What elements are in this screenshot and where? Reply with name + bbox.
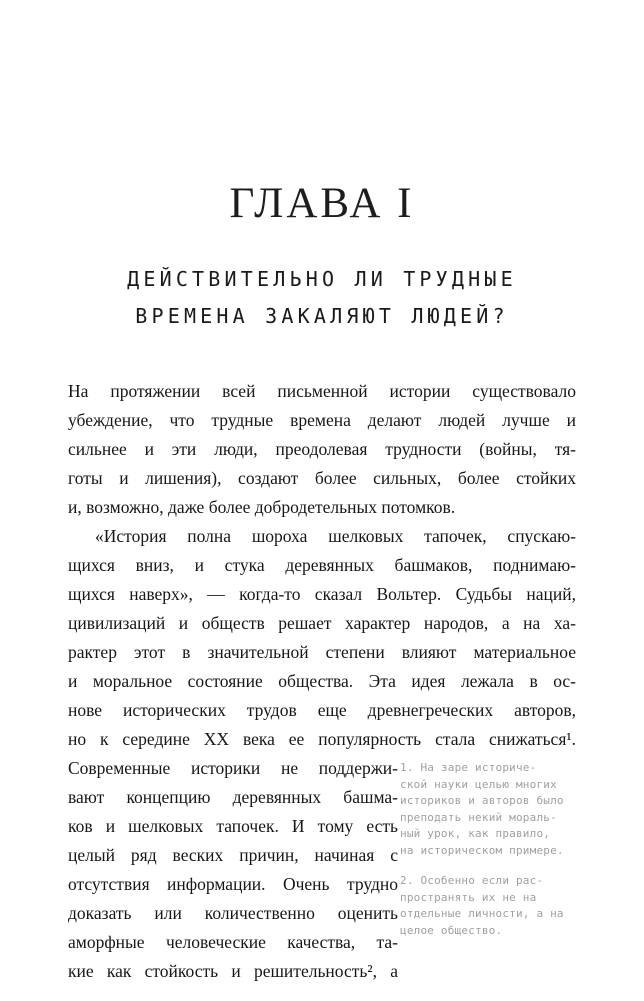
footnote-2 — [400, 873, 576, 939]
body-line: кие как стойкость и решительность², а — [68, 961, 398, 982]
footnote-1 — [400, 760, 576, 859]
body-line: Современные историки не поддержи- — [68, 758, 398, 779]
footnote-line: преподать некий мораль- — [400, 810, 557, 824]
body-line: «История полна шороха шелковых тапочек, спускаю- — [95, 526, 576, 547]
body-line: но к середине XX века ее популярность стала снижаться¹. — [68, 729, 576, 750]
body-line: и моральное состояние общества. Эта идея лежала в ос- — [68, 671, 576, 692]
body-line: щихся наверх», — когда-то сказал Вольтер. Судьбы наций, — [68, 584, 576, 605]
footnote-line: целое общество. — [400, 923, 503, 937]
text-and-notes-row — [68, 754, 576, 986]
footnote-line: историков и авторов было — [400, 794, 564, 808]
body-line: сильнее и эти люди, преодолевая трудности (войны, тя- — [68, 439, 576, 460]
footnote-line: 2. Особенно если рас- — [400, 874, 544, 888]
body-text-column — [68, 377, 576, 986]
footnote-line: 1. На заре историче- — [400, 761, 537, 775]
body-narrow-column — [68, 754, 398, 986]
chapter-subtitle — [0, 261, 644, 335]
footnote-line: на историческом примере. — [400, 843, 564, 857]
footnote-line: пространять их не на — [400, 890, 537, 904]
body-line: и, возможно, даже более добродетельных потомков. — [68, 497, 456, 518]
chapter-subtitle-line: ДЕЙСТВИТЕЛЬНО ЛИ ТРУДНЫЕ — [127, 267, 517, 292]
body-line: отсутствия информации. Очень трудно — [68, 874, 398, 895]
chapter-subtitle-line: ВРЕМЕНА ЗАКАЛЯЮТ ЛЮДЕЙ? — [135, 304, 509, 329]
body-line: цивилизаций и обществ решает характер народов, а на ха- — [68, 613, 576, 634]
footnote-line: ный урок, как правило, — [400, 827, 551, 841]
body-line: доказать или количественно оценить — [68, 903, 398, 924]
body-line: нове исторических трудов еще древнегреческих авторов, — [68, 700, 576, 721]
body-line: аморфные человеческие качества, та- — [68, 932, 398, 953]
body-line: На протяжении всей письменной истории существовало — [68, 381, 576, 402]
footnote-line: ской науки целью многих — [400, 777, 557, 791]
footnotes-column — [400, 754, 576, 953]
body-line: целый ряд веских причин, начиная с — [68, 845, 398, 866]
body-line: готы и лишения), создают более сильных, более стойких — [68, 468, 576, 489]
body-line: вают концепцию деревянных башма- — [68, 787, 398, 808]
body-line: убеждение, что трудные времена делают людей лучше и — [68, 410, 576, 431]
body-line: рактер этот в значительной степени влияют материальное — [68, 642, 576, 663]
body-line: щихся вниз, и стука деревянных башмаков, поднимаю- — [68, 555, 576, 576]
chapter-title: ГЛАВА I — [229, 180, 415, 227]
footnote-line: отдельные личности, а на — [400, 907, 564, 921]
body-line: ков и шелковых тапочек. И тому есть — [68, 816, 398, 837]
